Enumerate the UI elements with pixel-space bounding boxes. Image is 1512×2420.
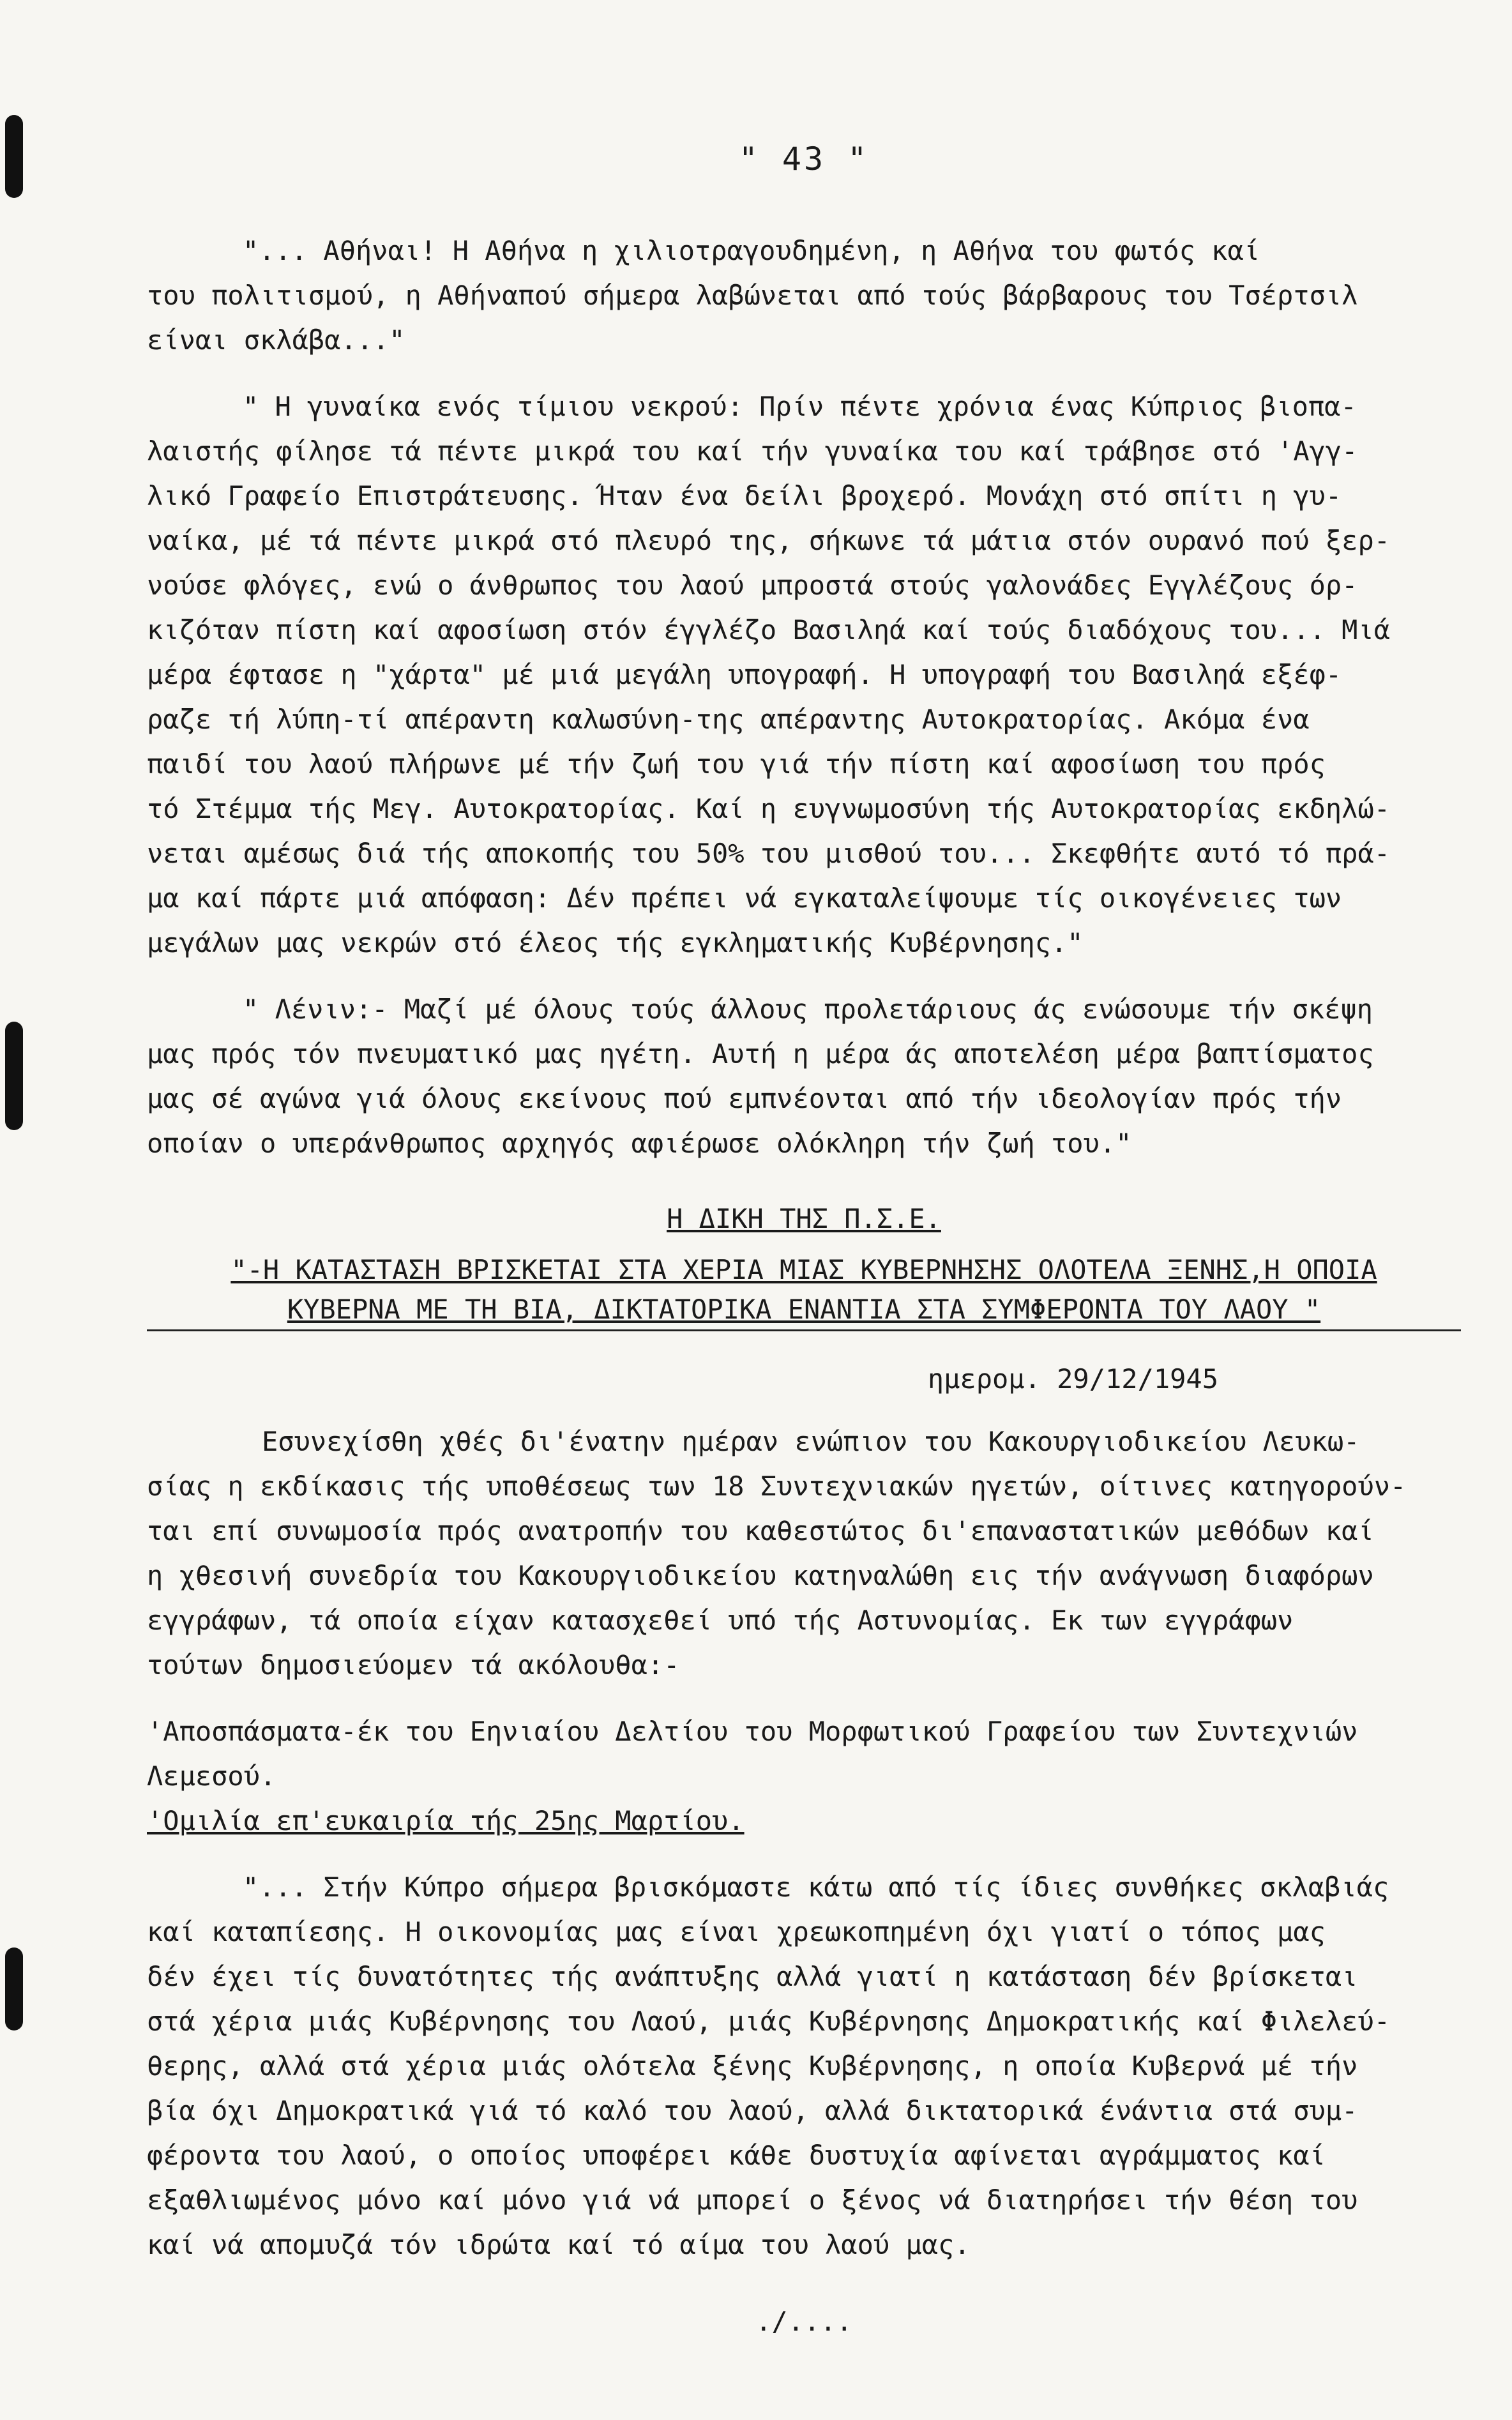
speech-line: στά χέρια μιάς Κυβέρνησης του Λαού, μιάς Κυβέρνησης Δημοκρατικής καί Φιλελεύ- — [147, 2006, 1391, 2037]
report-paragraph — [147, 1419, 1461, 1688]
speech-line: βία όχι Δημοκρατικά γιά τό καλό του λαού, αλλά δικτατορικά ένάντια στά συμ- — [147, 2095, 1358, 2126]
athens-quote-line: του πολιτισμού, η Αθήναπού σήμερα λαβώνεται από τούς βάρβαρους του Τσέρτσιλ — [147, 280, 1358, 311]
source-paragraph — [147, 1709, 1461, 1799]
page-number: " 43 " — [738, 140, 870, 178]
athens-quote-line: είναι σκλάβα..." — [147, 324, 405, 356]
quote-blocks — [147, 229, 1461, 1188]
speech-line: καί νά απομυζά τόν ιδρώτα καί τό αίμα του λαού μας. — [147, 2229, 971, 2260]
widow-quote-line: ραζε τή λύπη-τί απέραντη καλωσύνη-της απέραντης Αυτοκρατορίας. Ακόμα ένα — [147, 704, 1310, 735]
speech-paragraph — [147, 1865, 1461, 2267]
source-line: Λεμεσού. — [147, 1760, 276, 1792]
binding-hole-middle — [5, 1022, 23, 1130]
headline-rule — [147, 1329, 1461, 1331]
lenin-quote-line: " Λένιν:- Μαζί μέ όλους τούς άλλους προλετάριους άς ενώσουμε τήν σκέψη — [243, 994, 1373, 1025]
speech-line: καί καταπίεσης. Η οικονομίας μας είναι χρεωκοπημένη όχι γιατί ο τόπος μας — [147, 1916, 1326, 1947]
athens-quote-line: "... Αθήναι! Η Αθήνα η χιλιοτραγουδημένη, η Αθήνα του φωτός καί — [243, 235, 1260, 266]
binding-hole-bottom — [5, 1947, 23, 2031]
speech-title: 'Ομιλία επ'ευκαιρία τής 25ης Μαρτίου. — [147, 1805, 745, 1836]
report-line: ται επί συνωμοσία πρός ανατροπήν του καθεστώτος δι'επαναστατικών μεθόδων καί — [147, 1515, 1374, 1547]
report-line: τούτων δημοσιεύομεν τά ακόλουθα:- — [147, 1649, 680, 1681]
widow-quote-line: " Η γυναίκα ενός τίμιου νεκρού: Πρίν πέντε χρόνια ένας Κύπριος βιοπα- — [243, 391, 1357, 422]
widow-quote-line: ναίκα, μέ τά πέντε μικρά στό πλευρό της, σήκωνε τά μάτια στόν ουρανό πού ξερ- — [147, 525, 1391, 556]
speech-line: θερης, αλλά στά χέρια μιάς ολότελα ξένης Κυβέρνησης, η οποία Κυβερνά μέ τήν — [147, 2050, 1358, 2082]
widow-quote-line: τό Στέμμα τής Μεγ. Αυτοκρατορίας. Καί η ευγνωμοσύνη τής Αυτοκρατορίας εκδηλώ- — [147, 793, 1391, 824]
lenin-quote — [147, 987, 1461, 1166]
lenin-quote-line: μας πρός τόν πνευματικό μας ηγέτη. Αυτή η μέρα άς αποτελέση μέρα βαπτίσματος — [147, 1038, 1374, 1070]
report-line: Εσυνεχίσθη χθές δι'ένατην ημέραν ενώπιον του Κακουργιοδικείου Λευκω- — [262, 1426, 1360, 1457]
headline — [147, 1250, 1461, 1331]
date-line: ημερομ. 29/12/1945 — [927, 1363, 1218, 1395]
widow-quote-line: μέρα έφτασε η "χάρτα" μέ μιά μεγάλη υπογραφή. Η υπογραφή του Βασιληά εξέφ- — [147, 659, 1342, 690]
speech-line: φέροντα του λαού, ο οποίος υποφέρει κάθε δυστυχία αφίνεται αγράμματος καί — [147, 2140, 1326, 2171]
continuation-mark: ./.... — [755, 2306, 852, 2337]
speech-line: δέν έχει τίς δυνατότητες τής ανάπτυξης αλλά γιατί η κατάσταση δέν βρίσκεται — [147, 1961, 1358, 1992]
widow-quote-line: παιδί του λαού πλήρωνε μέ τήν ζωή του γιά τήν πίστη καί αφοσίωση του πρός — [147, 748, 1326, 780]
report-line: σίας η εκδίκασις τής υποθέσεως των 18 Συντεχνιακών ηγετών, οίτινες κατηγορούν- — [147, 1471, 1407, 1502]
widow-quote-line: λικό Γραφείο Επιστράτευσης. Ήταν ένα δείλι βροχερό. Μονάχη στό σπίτι η γυ- — [147, 480, 1342, 511]
lenin-quote-line: μας σέ αγώνα γιά όλους εκείνους πού εμπνέονται από τήν ιδεολογίαν πρός τήν — [147, 1083, 1342, 1114]
widow-quote-line: λαιστής φίλησε τά πέντε μικρά του καί τήν γυναίκα του καί τράβησε στό 'Αγγ- — [147, 435, 1358, 467]
speech-line: "... Στήν Κύπρο σήμερα βρισκόμαστε κάτω από τίς ίδιες συνθήκες σκλαβιάς — [243, 1872, 1389, 1903]
lenin-quote-line: οποίαν ο υπεράνθρωπος αρχηγός αφιέρωσε ολόκληρη τήν ζωή του." — [147, 1128, 1132, 1159]
widow-quote-line: μεγάλων μας νεκρών στό έλεος τής εγκληματικής Κυβέρνησης." — [147, 927, 1084, 958]
headline-line: "-Η ΚΑΤΑΣΤΑΣΗ ΒΡΙΣΚΕΤΑΙ ΣΤΑ ΧΕΡΙΑ ΜΙΑΣ ΚΥΒΕΡΝΗΣΗΣ ΟΛΟΤΕΛΑ ΞΕΝΗΣ,Η ΟΠΟΙΑ — [231, 1254, 1377, 1285]
widow-quote — [147, 384, 1461, 965]
report-line: εγγράφων, τά οποία είχαν κατασχεθεί υπό τής Αστυνομίας. Εκ των εγγράφων — [147, 1605, 1294, 1636]
widow-quote-line: μα καί πάρτε μιά απόφαση: Δέν πρέπει νά εγκαταλείψουμε τίς οικογένειες των — [147, 882, 1342, 914]
widow-quote-line: νεται αμέσως διά τής αποκοπής του 50% του μισθού του... Σκεφθήτε αυτό τό πρά- — [147, 838, 1391, 869]
widow-quote-line: νούσε φλόγες, ενώ ο άνθρωπος του λαού μπροστά στούς γαλονάδες Εγγλέζους όρ- — [147, 570, 1358, 601]
headline-line: ΚΥΒΕΡΝΑ ΜΕ ΤΗ ΒΙΑ, ΔΙΚΤΑΤΟΡΙΚΑ ΕΝΑΝΤΙΑ ΣΤΑ ΣΥΜΦΕΡΟΝΤΑ ΤΟΥ ΛΑΟΥ " — [287, 1294, 1321, 1325]
section-title: Η ΔΙΚΗ ΤΗΣ Π.Σ.Ε. — [667, 1203, 941, 1234]
source-line: 'Αποσπάσματα-έκ του Εηνιαίου Δελτίου του Μορφωτικού Γραφείου των Συντεχνιών — [147, 1716, 1358, 1747]
speech-line: εξαθλιωμένος μόνο καί μόνο γιά νά μπορεί ο ξένος νά διατηρήσει τήν θέση του — [147, 2184, 1358, 2216]
widow-quote-line: κιζόταν πίστη καί αφοσίωση στόν έγγλέζο Βασιληά καί τούς διαδόχους του... Μιά — [147, 614, 1391, 646]
athens-quote — [147, 229, 1461, 363]
binding-hole-top — [5, 115, 23, 198]
report-line: η χθεσινή συνεδρία του Κακουργιοδικείου κατηναλώθη εις τήν ανάγνωση διαφόρων — [147, 1560, 1374, 1591]
